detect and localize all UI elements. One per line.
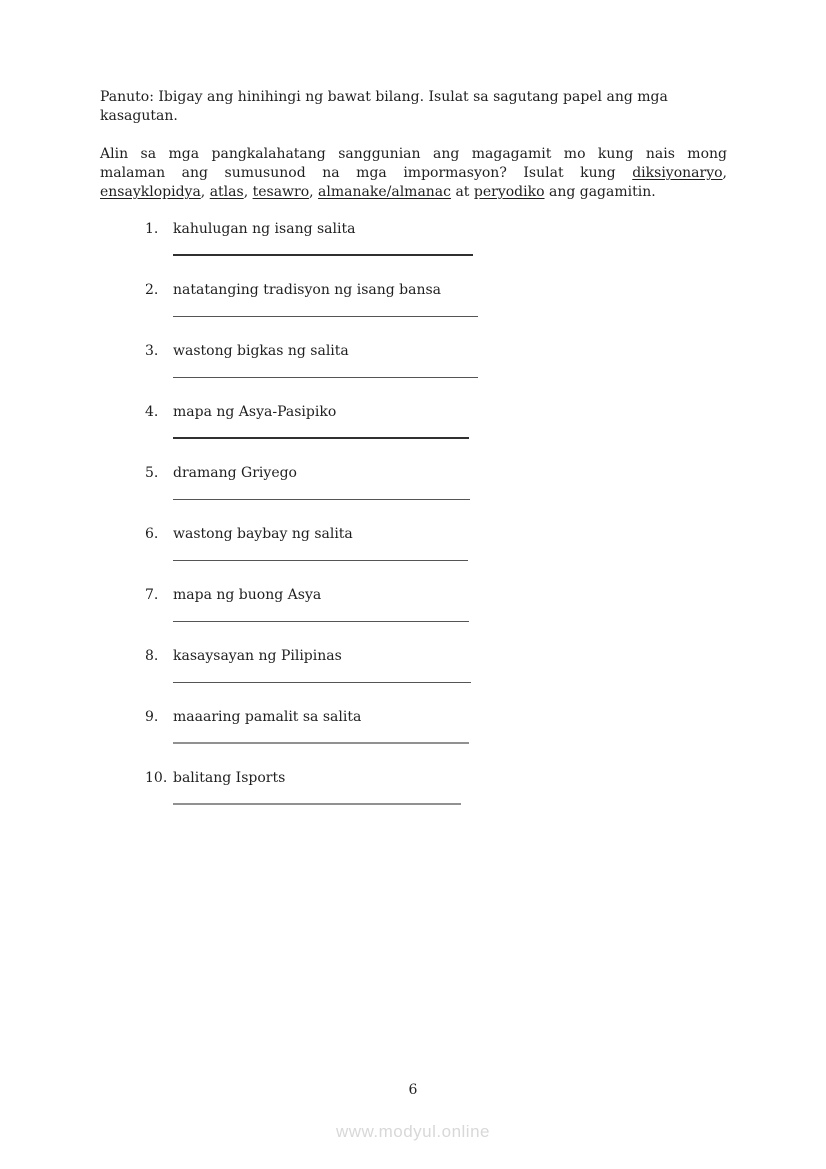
answer-blank-line (173, 666, 471, 683)
watermark: www.modyul.online (335, 1122, 490, 1141)
intro-text: ang gagamitin. (544, 184, 656, 200)
question-item-3 (145, 342, 727, 378)
question-text: balitang Isports (173, 770, 286, 786)
question-number: 6. (145, 526, 159, 542)
question-item-2 (145, 281, 727, 317)
question-number: 5. (145, 465, 159, 481)
question-number: 9. (145, 709, 159, 725)
answer-blank-line (173, 605, 469, 622)
question-item-7 (145, 586, 727, 622)
question-text: mapa ng Asya-Pasipiko (173, 404, 337, 420)
question-text: kasaysayan ng Pilipinas (173, 648, 342, 664)
answer-blank-line (173, 727, 469, 744)
question-item-8 (145, 647, 727, 683)
question-item-1 (145, 220, 727, 256)
question-number: 3. (145, 343, 159, 359)
intro-text: at (451, 184, 474, 200)
question-number: 10. (145, 770, 168, 786)
underlined-term-diksiyonaryo: diksiyonaryo (632, 165, 723, 181)
underlined-term-tesawro: tesawro (252, 184, 310, 200)
question-number: 7. (145, 587, 159, 603)
answer-blank-line (173, 239, 473, 256)
question-item-6 (145, 525, 727, 561)
question-list (100, 220, 727, 805)
question-number: 8. (145, 648, 159, 664)
question-item-9 (145, 708, 727, 744)
panuto-line-2: kasagutan. (100, 108, 178, 124)
intro-text: , (309, 184, 319, 200)
page-number: 6 (408, 1082, 418, 1098)
intro-line-2 (100, 164, 727, 183)
panuto-paragraph (100, 88, 727, 126)
question-item-10 (145, 769, 727, 805)
question-number: 1. (145, 221, 159, 237)
page-content (100, 88, 727, 830)
answer-blank-line (173, 300, 478, 317)
underlined-term-atlas: atlas (209, 184, 244, 200)
answer-blank-line (173, 361, 478, 378)
panuto-line-1: Panuto: Ibigay ang hinihingi ng bawat bilang. Isulat sa sagutang papel ang mga (100, 89, 668, 105)
question-text: natatanging tradisyon ng isang bansa (173, 282, 442, 298)
underlined-term-ensayklopidya: ensayklopidya (100, 184, 201, 200)
answer-blank-line (173, 544, 468, 561)
intro-line-3 (100, 183, 727, 202)
intro-line-1: Alin sa mga pangkalahatang sanggunian ang magagamit mo kung nais mong (100, 146, 727, 162)
question-text: maaaring pamalit sa salita (173, 709, 362, 725)
question-number: 2. (145, 282, 159, 298)
question-text: wastong baybay ng salita (173, 526, 353, 542)
intro-text: malaman ang sumusunod na mga impormasyon? Isulat kung (100, 165, 633, 181)
question-text: mapa ng buong Asya (173, 587, 322, 603)
underlined-term-almanake: almanake/almanac (318, 184, 451, 200)
question-text: wastong bigkas ng salita (173, 343, 349, 359)
intro-text: , (722, 165, 727, 181)
answer-blank-line (173, 422, 469, 439)
underlined-term-peryodiko: peryodiko (473, 184, 545, 200)
question-item-4 (145, 403, 727, 439)
intro-text: , (200, 184, 210, 200)
question-text: kahulugan ng isang salita (173, 221, 356, 237)
question-text: dramang Griyego (173, 465, 297, 481)
question-number: 4. (145, 404, 159, 420)
question-item-5 (145, 464, 727, 500)
intro-paragraph (100, 145, 727, 202)
intro-text: , (243, 184, 253, 200)
answer-blank-line (173, 788, 461, 805)
answer-blank-line (173, 483, 470, 500)
